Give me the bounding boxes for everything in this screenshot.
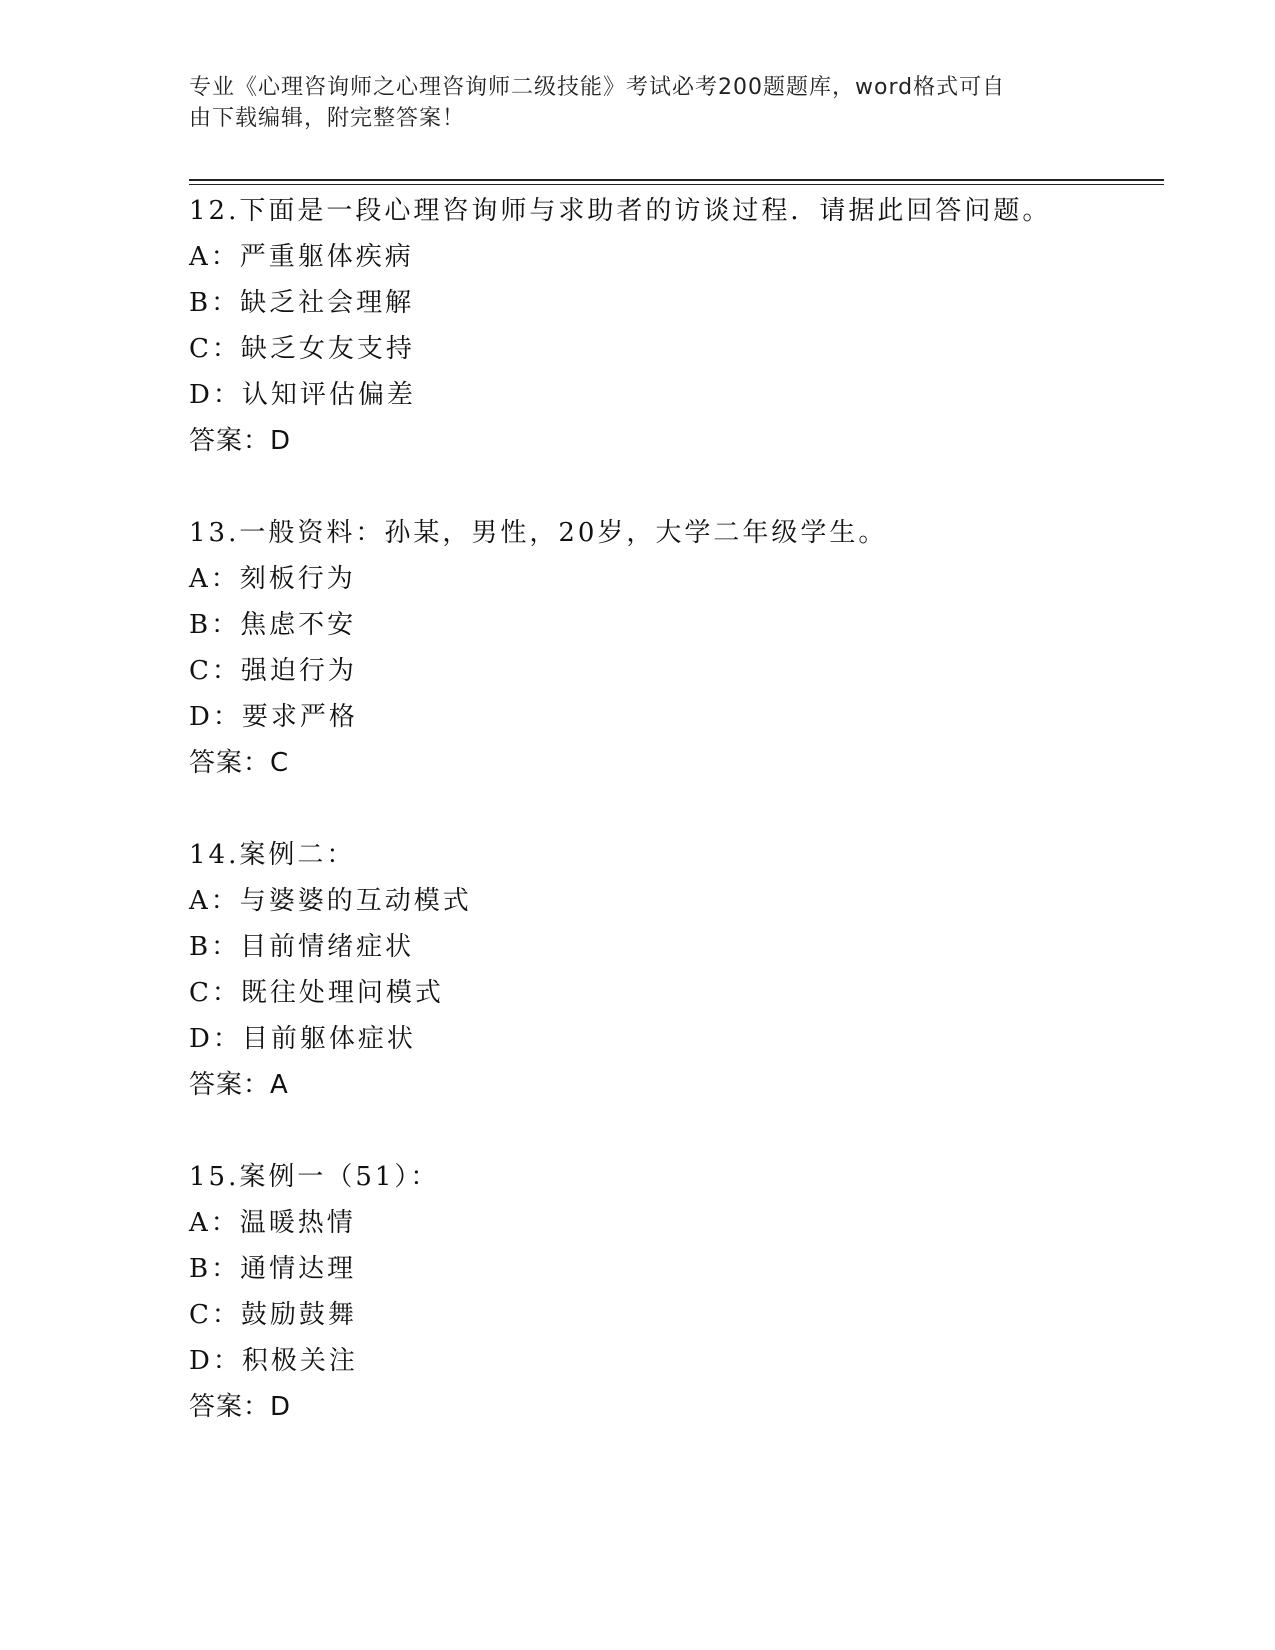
answer-line: 答案：D	[189, 1392, 292, 1422]
option-d: D：认知评估偏差	[189, 380, 416, 410]
question-stem: 14.案例二：	[189, 840, 356, 870]
option-c: C：既往处理问模式	[189, 978, 444, 1008]
question-stem: 13.一般资料：孙某，男性，20岁，大学二年级学生。	[189, 518, 888, 548]
answer-line: 答案：C	[189, 748, 290, 778]
option-c: C：强迫行为	[189, 656, 357, 686]
document-header	[189, 72, 1069, 134]
question-12	[189, 188, 1164, 464]
question-spacer	[189, 464, 1164, 510]
option-c: C：鼓励鼓舞	[189, 1300, 357, 1330]
option-a: A：与婆婆的互动模式	[189, 886, 472, 916]
question-stem: 15.案例一（51）：	[189, 1162, 440, 1192]
question-14	[189, 832, 1164, 1108]
header-line-2: 由下载编辑，附完整答案！	[189, 106, 466, 131]
option-d: D：目前躯体症状	[189, 1024, 416, 1054]
answer-line: 答案：A	[189, 1070, 289, 1100]
option-a: A：温暖热情	[189, 1208, 356, 1238]
option-a: A：刻板行为	[189, 564, 356, 594]
option-d: D：积极关注	[189, 1346, 358, 1376]
question-list	[189, 188, 1164, 1430]
option-b: B：通情达理	[189, 1254, 357, 1284]
question-stem: 12.下面是一段心理咨询师与求助者的访谈过程．请据此回答问题。	[189, 196, 1052, 226]
question-spacer	[189, 1108, 1164, 1154]
header-divider-thick	[189, 179, 1164, 181]
option-b: B：目前情绪症状	[189, 932, 415, 962]
answer-line: 答案：D	[189, 426, 292, 456]
option-b: B：焦虑不安	[189, 610, 357, 640]
option-c: C：缺乏女友支持	[189, 334, 415, 364]
question-13	[189, 510, 1164, 786]
header-line-1: 专业《心理咨询师之心理咨询师二级技能》考试必考200题题库，word格式可自	[189, 75, 1006, 100]
question-spacer	[189, 786, 1164, 832]
header-divider-thin	[189, 184, 1164, 185]
option-a: A：严重躯体疾病	[189, 242, 414, 272]
option-b: B：缺乏社会理解	[189, 288, 415, 318]
option-d: D：要求严格	[189, 702, 358, 732]
question-15	[189, 1154, 1164, 1430]
